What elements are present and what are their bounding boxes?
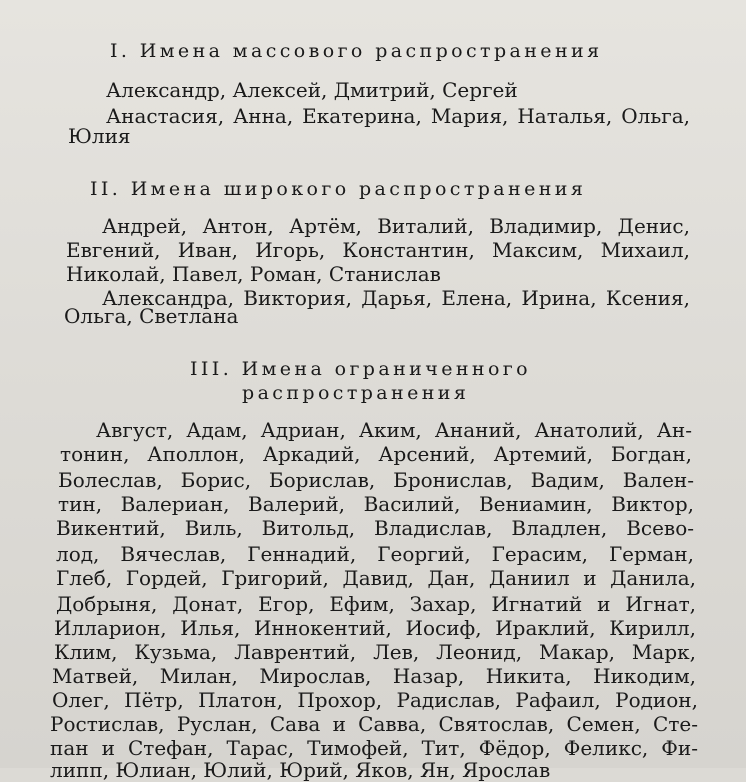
section-3-line-8: Добрыня, Донат, Егор, Ефим, Захар, Игнатий и Игнат, (56, 592, 696, 616)
section-3-line-12: Олег, Пётр, Платон, Прохор, Радислав, Рафаил, Родион, (52, 688, 698, 712)
section-2-heading: II. Имена широкого распространения (90, 178, 587, 200)
section-2-line-1: Андрей, Антон, Артём, Виталий, Владимир, Денис, (102, 214, 690, 238)
section-1-heading: I. Имена массового распространения (110, 40, 603, 62)
section-1-line-1: Александр, Алексей, Дмитрий, Сергей (106, 78, 518, 102)
section-2-line-2: Евгений, Иван, Игорь, Константин, Максим, Михаил, (66, 238, 690, 262)
section-1-line-3: Юлия (68, 124, 131, 148)
section-3-line-3: Болеслав, Борис, Борислав, Бронислав, Вадим, Вален- (58, 468, 694, 492)
section-3-line-10: Клим, Кузьма, Лаврентий, Лев, Леонид, Макар, Марк, (54, 640, 696, 664)
section-3-line-4: тин, Валериан, Валерий, Василий, Вениамин, Виктор, (58, 492, 694, 516)
section-3-line-7: Глеб, Гордей, Григорий, Давид, Дан, Даниил и Данила, (56, 566, 696, 590)
section-2-line-3: Николай, Павел, Роман, Станислав (66, 262, 441, 286)
section-3-line-1: Август, Адам, Адриан, Аким, Ананий, Анатолий, Ан- (96, 418, 692, 442)
section-3-line-2: тонин, Аполлон, Аркадий, Арсений, Артемий, Богдан, (60, 442, 692, 466)
section-2-line-5: Ольга, Светлана (64, 304, 239, 328)
section-3-line-9: Илларион, Илья, Иннокентий, Иосиф, Ираклий, Кирилл, (54, 616, 696, 640)
section-2-line-4: Александра, Виктория, Дарья, Елена, Ирина, Ксения, (102, 286, 690, 310)
section-1-line-2: Анастасия, Анна, Екатерина, Мария, Наталья, Ольга, (106, 104, 690, 128)
section-3-line-5: Викентий, Виль, Витольд, Владислав, Владлен, Всево- (56, 516, 694, 540)
section-3-heading-line-1: III. Имена ограниченного (190, 358, 531, 380)
section-3-line-11: Матвей, Милан, Мирослав, Назар, Никита, Никодим, (52, 664, 696, 688)
section-3-line-15: липп, Юлиан, Юлий, Юрий, Яков, Ян, Ярослав (50, 758, 551, 782)
section-3-line-14: пан и Стефан, Тарас, Тимофей, Тит, Фёдор, Феликс, Фи- (50, 736, 698, 760)
section-3-heading-line-2: распространения (242, 382, 470, 404)
section-3-line-13: Ростислав, Руслан, Сава и Савва, Святослав, Семен, Сте- (50, 712, 698, 736)
section-3-line-6: лод, Вячеслав, Геннадий, Георгий, Герасим, Герман, (56, 542, 694, 566)
